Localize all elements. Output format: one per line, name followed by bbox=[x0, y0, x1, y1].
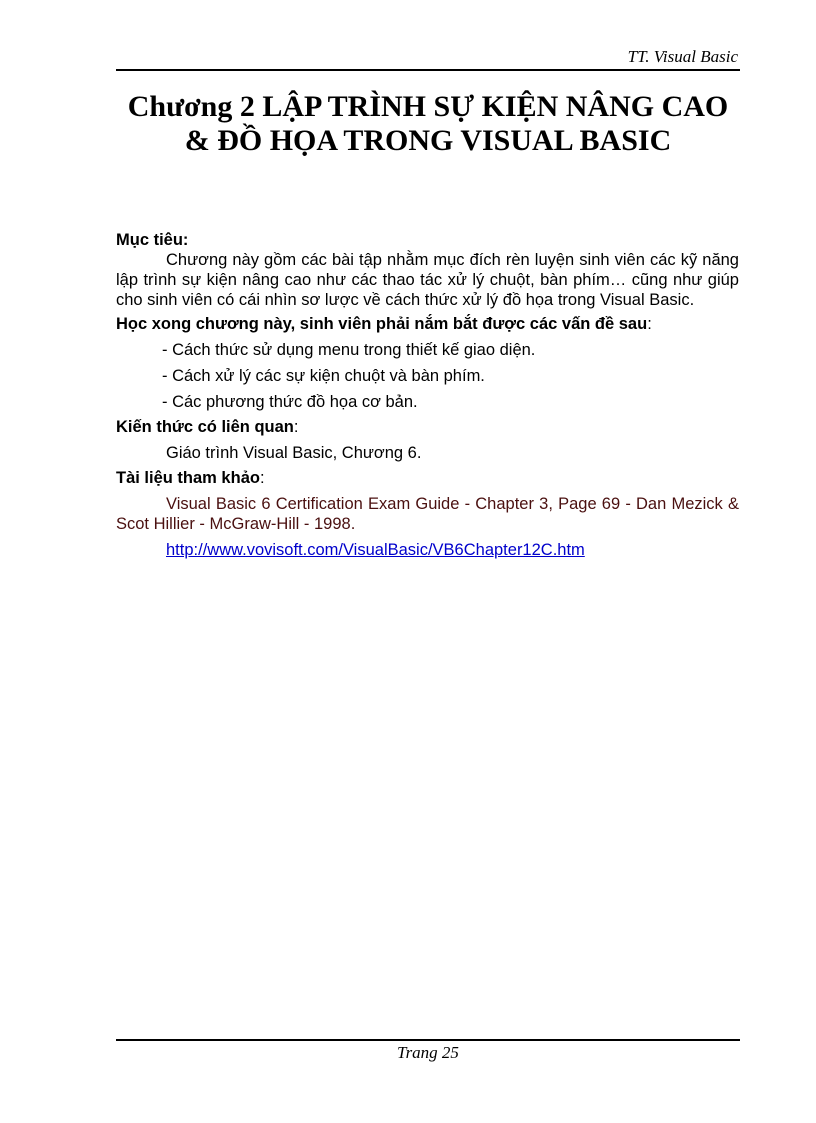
related-heading-text: Kiến thức có liên quan bbox=[116, 418, 294, 436]
chapter-title bbox=[116, 90, 740, 158]
related-text: Giáo trình Visual Basic, Chương 6. bbox=[166, 444, 422, 462]
chapter-title-line-2: & ĐỒ HỌA TRONG VISUAL BASIC bbox=[184, 124, 672, 157]
footer-divider bbox=[116, 1039, 740, 1041]
learning-item-menu: - Cách thức sử dụng menu trong thiết kế giao diện. bbox=[162, 341, 536, 359]
header-divider bbox=[116, 69, 740, 71]
references-heading-colon: : bbox=[259, 469, 265, 487]
learning-heading-text: Học xong chương này, sinh viên phải nắm bắt được các vấn đề sau bbox=[116, 315, 648, 333]
page-number: Trang 25 bbox=[397, 1043, 459, 1062]
reference-book: Visual Basic 6 Certification Exam Guide - Chapter 3, Page 69 - Dan Mezick & Scot Hillier - McGraw-Hill - 1998. bbox=[116, 495, 739, 533]
references-heading bbox=[116, 468, 739, 488]
objectives-text: Chương này gồm các bài tập nhằm mục đích rèn luyện sinh viên các kỹ năng lập trình sự kiện nâng cao như các thao tác xử lý chuột, bàn phím… cũng như giúp cho sinh viên có cái nhìn sơ lược về cách thức xử lý đồ họa trong Visual Basic. bbox=[116, 251, 739, 309]
chapter-title-line-1: Chương 2 LẬP TRÌNH SỰ KIỆN NÂNG CAO bbox=[127, 90, 729, 123]
learning-item-events: - Cách xử lý các sự kiện chuột và bàn phím. bbox=[162, 367, 485, 385]
objectives-heading: Mục tiêu: bbox=[116, 231, 189, 249]
running-header: TT. Visual Basic bbox=[627, 47, 738, 66]
related-heading-colon: : bbox=[293, 418, 299, 436]
document-body bbox=[116, 230, 739, 560]
related-heading bbox=[116, 417, 739, 437]
learning-item-graphics: - Các phương thức đồ họa cơ bản. bbox=[162, 393, 418, 411]
reference-link[interactable]: http://www.vovisoft.com/VisualBasic/VB6Chapter12C.htm bbox=[166, 541, 585, 559]
learning-heading-colon: : bbox=[647, 315, 652, 333]
learning-heading bbox=[116, 314, 739, 334]
references-heading-text: Tài liệu tham khảo bbox=[116, 469, 260, 487]
